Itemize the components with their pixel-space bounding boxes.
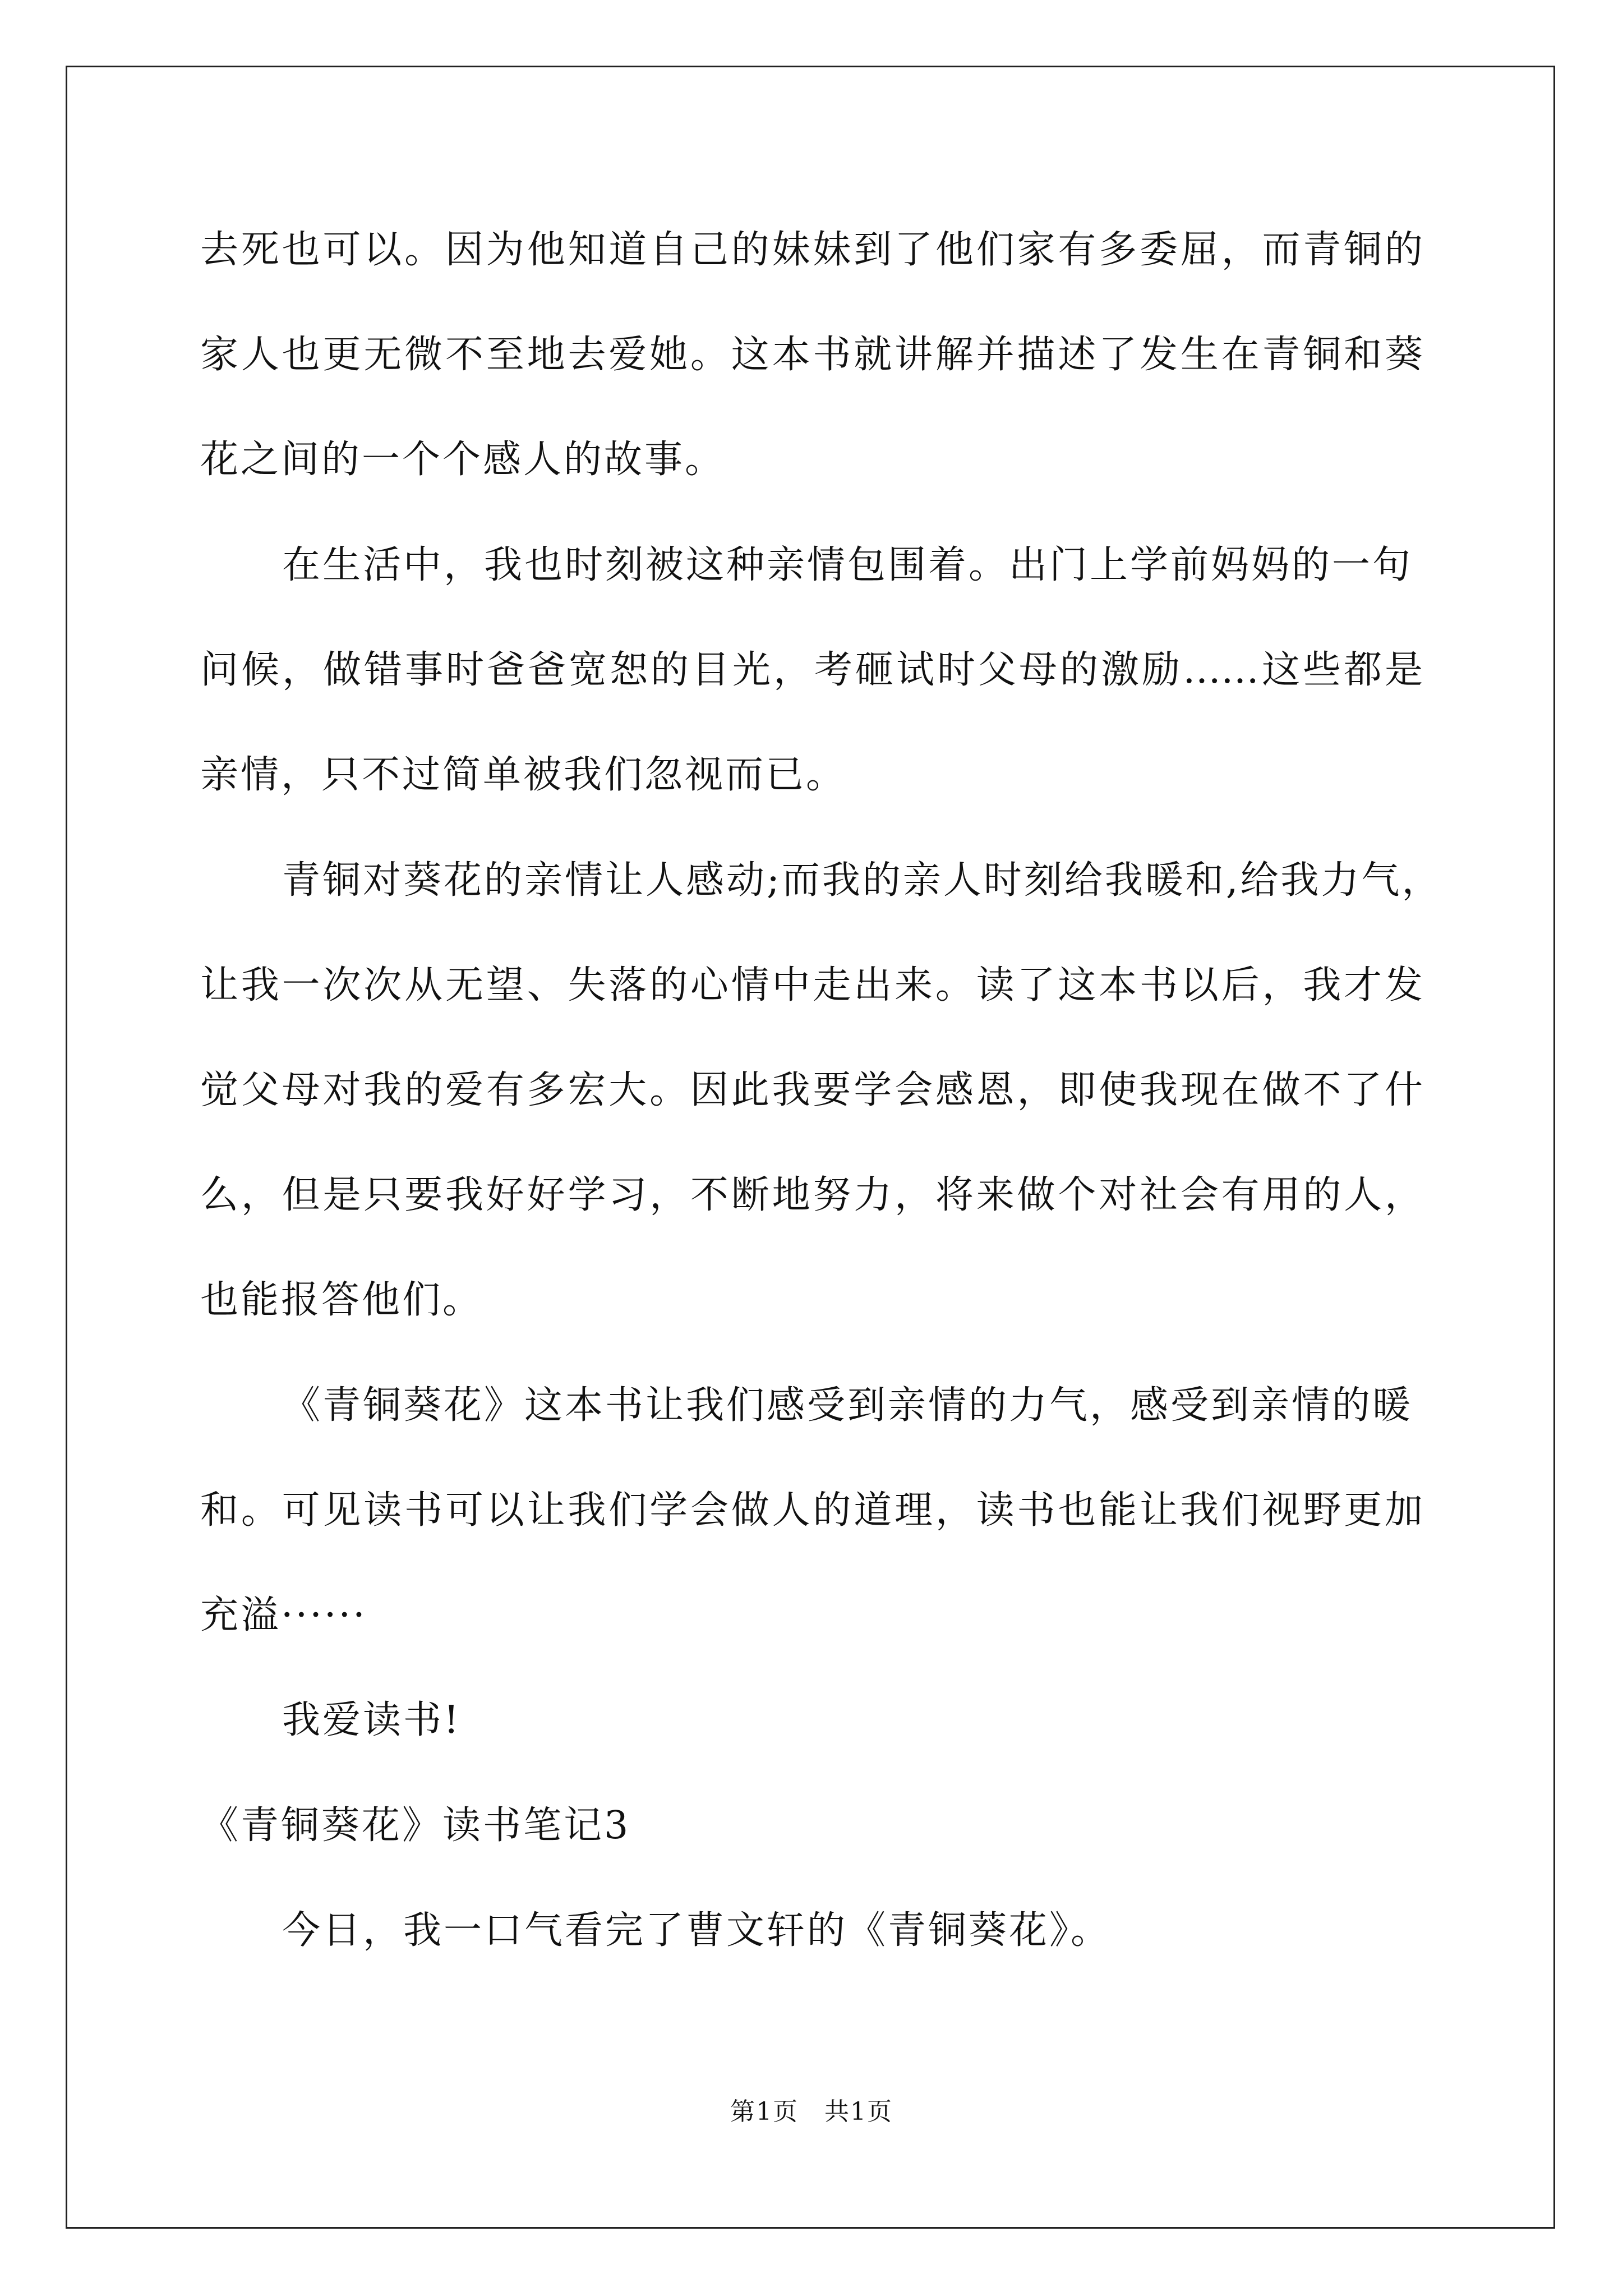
body-text-line: 觉父母对我的爱有多宏大。因此我要学会感恩，即使我现在做不了什 — [200, 1068, 1423, 1112]
page-number-footer: 第1页 共1页 — [730, 2097, 893, 2126]
paragraph-first-line: 今日，我一口气看完了曹文轩的《青铜葵花》。 — [282, 1908, 1112, 1953]
body-text-line: 家人也更无微不至地去爱她。这本书就讲解并描述了发生在青铜和葵 — [200, 333, 1423, 377]
body-text-line: 让我一次次从无望、失落的心情中走出来。读了这本书以后，我才发 — [200, 963, 1423, 1007]
body-text-line: 也能报答他们。 — [200, 1278, 483, 1322]
body-text-line: 么，但是只要我好好学习，不断地努力，将来做个对社会有用的人， — [200, 1173, 1423, 1217]
body-text-line: 充溢······ — [200, 1593, 367, 1637]
paragraph-first-line: 青铜对葵花的亲情让人感动;而我的亲人时刻给我暖和,给我力气， — [282, 858, 1442, 903]
body-text-line: 花之间的一个个感人的故事。 — [200, 438, 726, 482]
section-heading: 《青铜葵花》读书笔记3 — [200, 1803, 631, 1848]
body-text-line: 亲情，只不过简单被我们忽视而已。 — [200, 753, 847, 797]
body-text-line: 和。可见读书可以让我们学会做人的道理，读书也能让我们视野更加 — [200, 1488, 1423, 1533]
paragraph-first-line: 《青铜葵花》这本书让我们感受到亲情的力气，感受到亲情的暖 — [282, 1383, 1413, 1428]
body-text-line: 问候，做错事时爸爸宽恕的目光，考砸试时父母的激励……这些都是 — [200, 648, 1423, 692]
body-text-line: 去死也可以。因为他知道自己的妹妹到了他们家有多委屈，而青铜的 — [200, 228, 1423, 272]
paragraph-first-line: 在生活中，我也时刻被这种亲情包围着。出门上学前妈妈的一句 — [282, 543, 1413, 587]
paragraph-first-line: 我爱读书! — [282, 1698, 462, 1742]
